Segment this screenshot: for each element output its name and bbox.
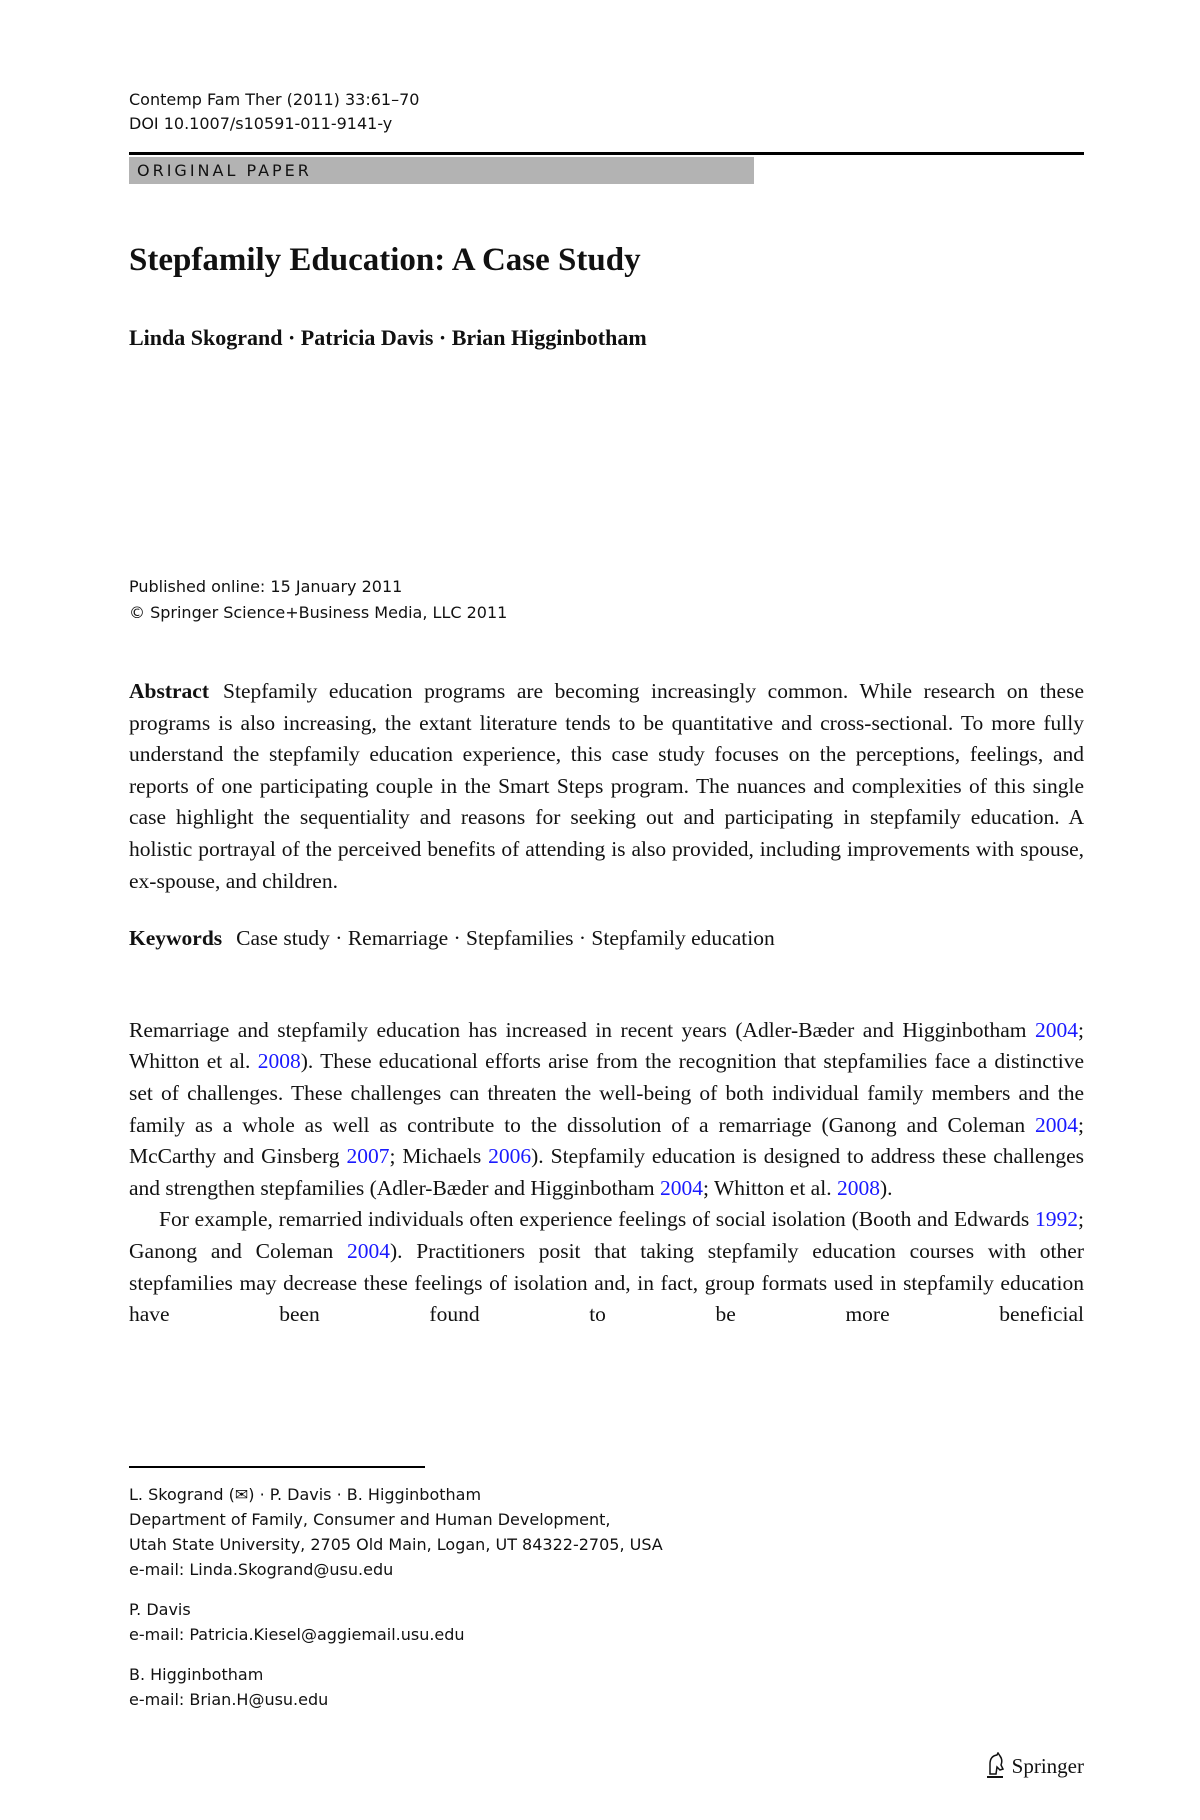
body-text: ). — [879, 1175, 893, 1200]
body-text: ). Practitioners posit that taking stepfamily education courses with other stepfamilies may decrease these feelings of isolation and, in fact, group formats used in stepfamily education have been found to be more beneficial — [129, 1238, 1084, 1327]
authors: Linda Skogrand · Patricia Davis · Brian Higginbotham — [129, 325, 647, 350]
article-type-banner — [129, 157, 754, 184]
body-paragraph — [129, 1015, 1084, 1205]
citation-link[interactable]: 2008 — [257, 1049, 301, 1074]
citation-link[interactable]: 2004 — [1035, 1112, 1079, 1137]
footnote-rule — [129, 1466, 425, 1468]
citation-link[interactable]: 2004 — [347, 1238, 390, 1263]
publisher-logo — [984, 1752, 1084, 1780]
abstract — [129, 676, 1084, 897]
affiliation-line: P. Davis — [129, 1600, 191, 1619]
body-text: ; Michaels — [389, 1144, 489, 1169]
email-link[interactable]: e-mail: Patricia.Kiesel@aggiemail.usu.edu — [129, 1625, 465, 1644]
email-link[interactable]: e-mail: Linda.Skogrand@usu.edu — [129, 1560, 394, 1579]
doi: DOI 10.1007/s10591-011-9141-y — [129, 114, 393, 133]
keywords-text: Case study · Remarriage · Stepfamilies · Stepfamily education — [236, 926, 775, 951]
affiliation-line: B. Higginbotham — [129, 1665, 264, 1684]
body-text: Remarriage and stepfamily education has increased in recent years (Adler-Bæder and Higginbotham — [129, 1017, 1036, 1042]
keywords-label: Keywords — [129, 926, 223, 951]
email-link[interactable]: e-mail: Brian.H@usu.edu — [129, 1690, 329, 1709]
abstract-text: Stepfamily education programs are becoming increasingly common. While research on these programs is also increasing, the extant literature tends to be quantitative and cross-sectional. To more fully understand the stepfamily education experience, this case study focuses on the perceptions, feelings, and reports of one participating couple in the Smart Steps program. The nuances and complexities of this single case highlight the sequentiality and reasons for seeking out and participating in stepfamily education. A holistic portrayal of the perceived benefits of attending is also provided, including improvements with spouse, ex-spouse, and children. — [129, 679, 1084, 893]
body-text: ; McCarthy and Ginsberg — [129, 1112, 1084, 1169]
author-footnotes — [129, 1436, 1084, 1712]
paper-title: Stepfamily Education: A Case Study — [129, 242, 641, 278]
citation-link[interactable]: 2006 — [488, 1144, 532, 1169]
citation-link[interactable]: 2008 — [836, 1175, 880, 1200]
copyright: © Springer Science+Business Media, LLC 2011 — [129, 603, 508, 622]
body-text: ; Ganong and Coleman — [129, 1207, 1084, 1263]
body-text: ; Whitton et al. — [129, 1017, 1084, 1074]
header-rule — [129, 152, 1084, 155]
journal-citation: Contemp Fam Ther (2011) 33:61–70 — [129, 90, 420, 109]
affiliation-line: Department of Family, Consumer and Human Development, — [129, 1510, 611, 1529]
body-text: ). Stepfamily education is designed to address these challenges and strengthen stepfamilies (Adler-Bæder and Higginbotham — [129, 1144, 1084, 1200]
body-paragraph — [129, 1204, 1084, 1330]
publisher-name: Springer — [1011, 1753, 1084, 1778]
article-type: ORIGINAL PAPER — [137, 161, 312, 180]
citation-link[interactable]: 1992 — [1035, 1207, 1079, 1232]
citation-link[interactable]: 2004 — [1035, 1017, 1079, 1042]
published-date: Published online: 15 January 2011 — [129, 577, 403, 596]
citation-link[interactable]: 2007 — [346, 1144, 390, 1169]
body-text: ; Whitton et al. — [702, 1175, 837, 1200]
abstract-label: Abstract — [129, 679, 210, 703]
keywords — [129, 923, 1084, 955]
affiliation-line: L. Skogrand (✉) · P. Davis · B. Higginbotham — [129, 1485, 482, 1504]
springer-knight-icon — [984, 1752, 1006, 1780]
affiliation-line: Utah State University, 2705 Old Main, Logan, UT 84322-2705, USA — [129, 1535, 663, 1554]
citation-link[interactable]: 2004 — [659, 1175, 703, 1200]
body-text: For example, remarried individuals often experience feelings of social isolation (Booth and Edwards — [159, 1207, 1036, 1232]
body-text: ). These educational efforts arise from the recognition that stepfamilies face a distinctive set of challenges. These challenges can threaten the well-being of both individual family members and the family as a whole as well as contribute to the dissolution of a remarriage (Ganong and Coleman — [129, 1049, 1084, 1137]
